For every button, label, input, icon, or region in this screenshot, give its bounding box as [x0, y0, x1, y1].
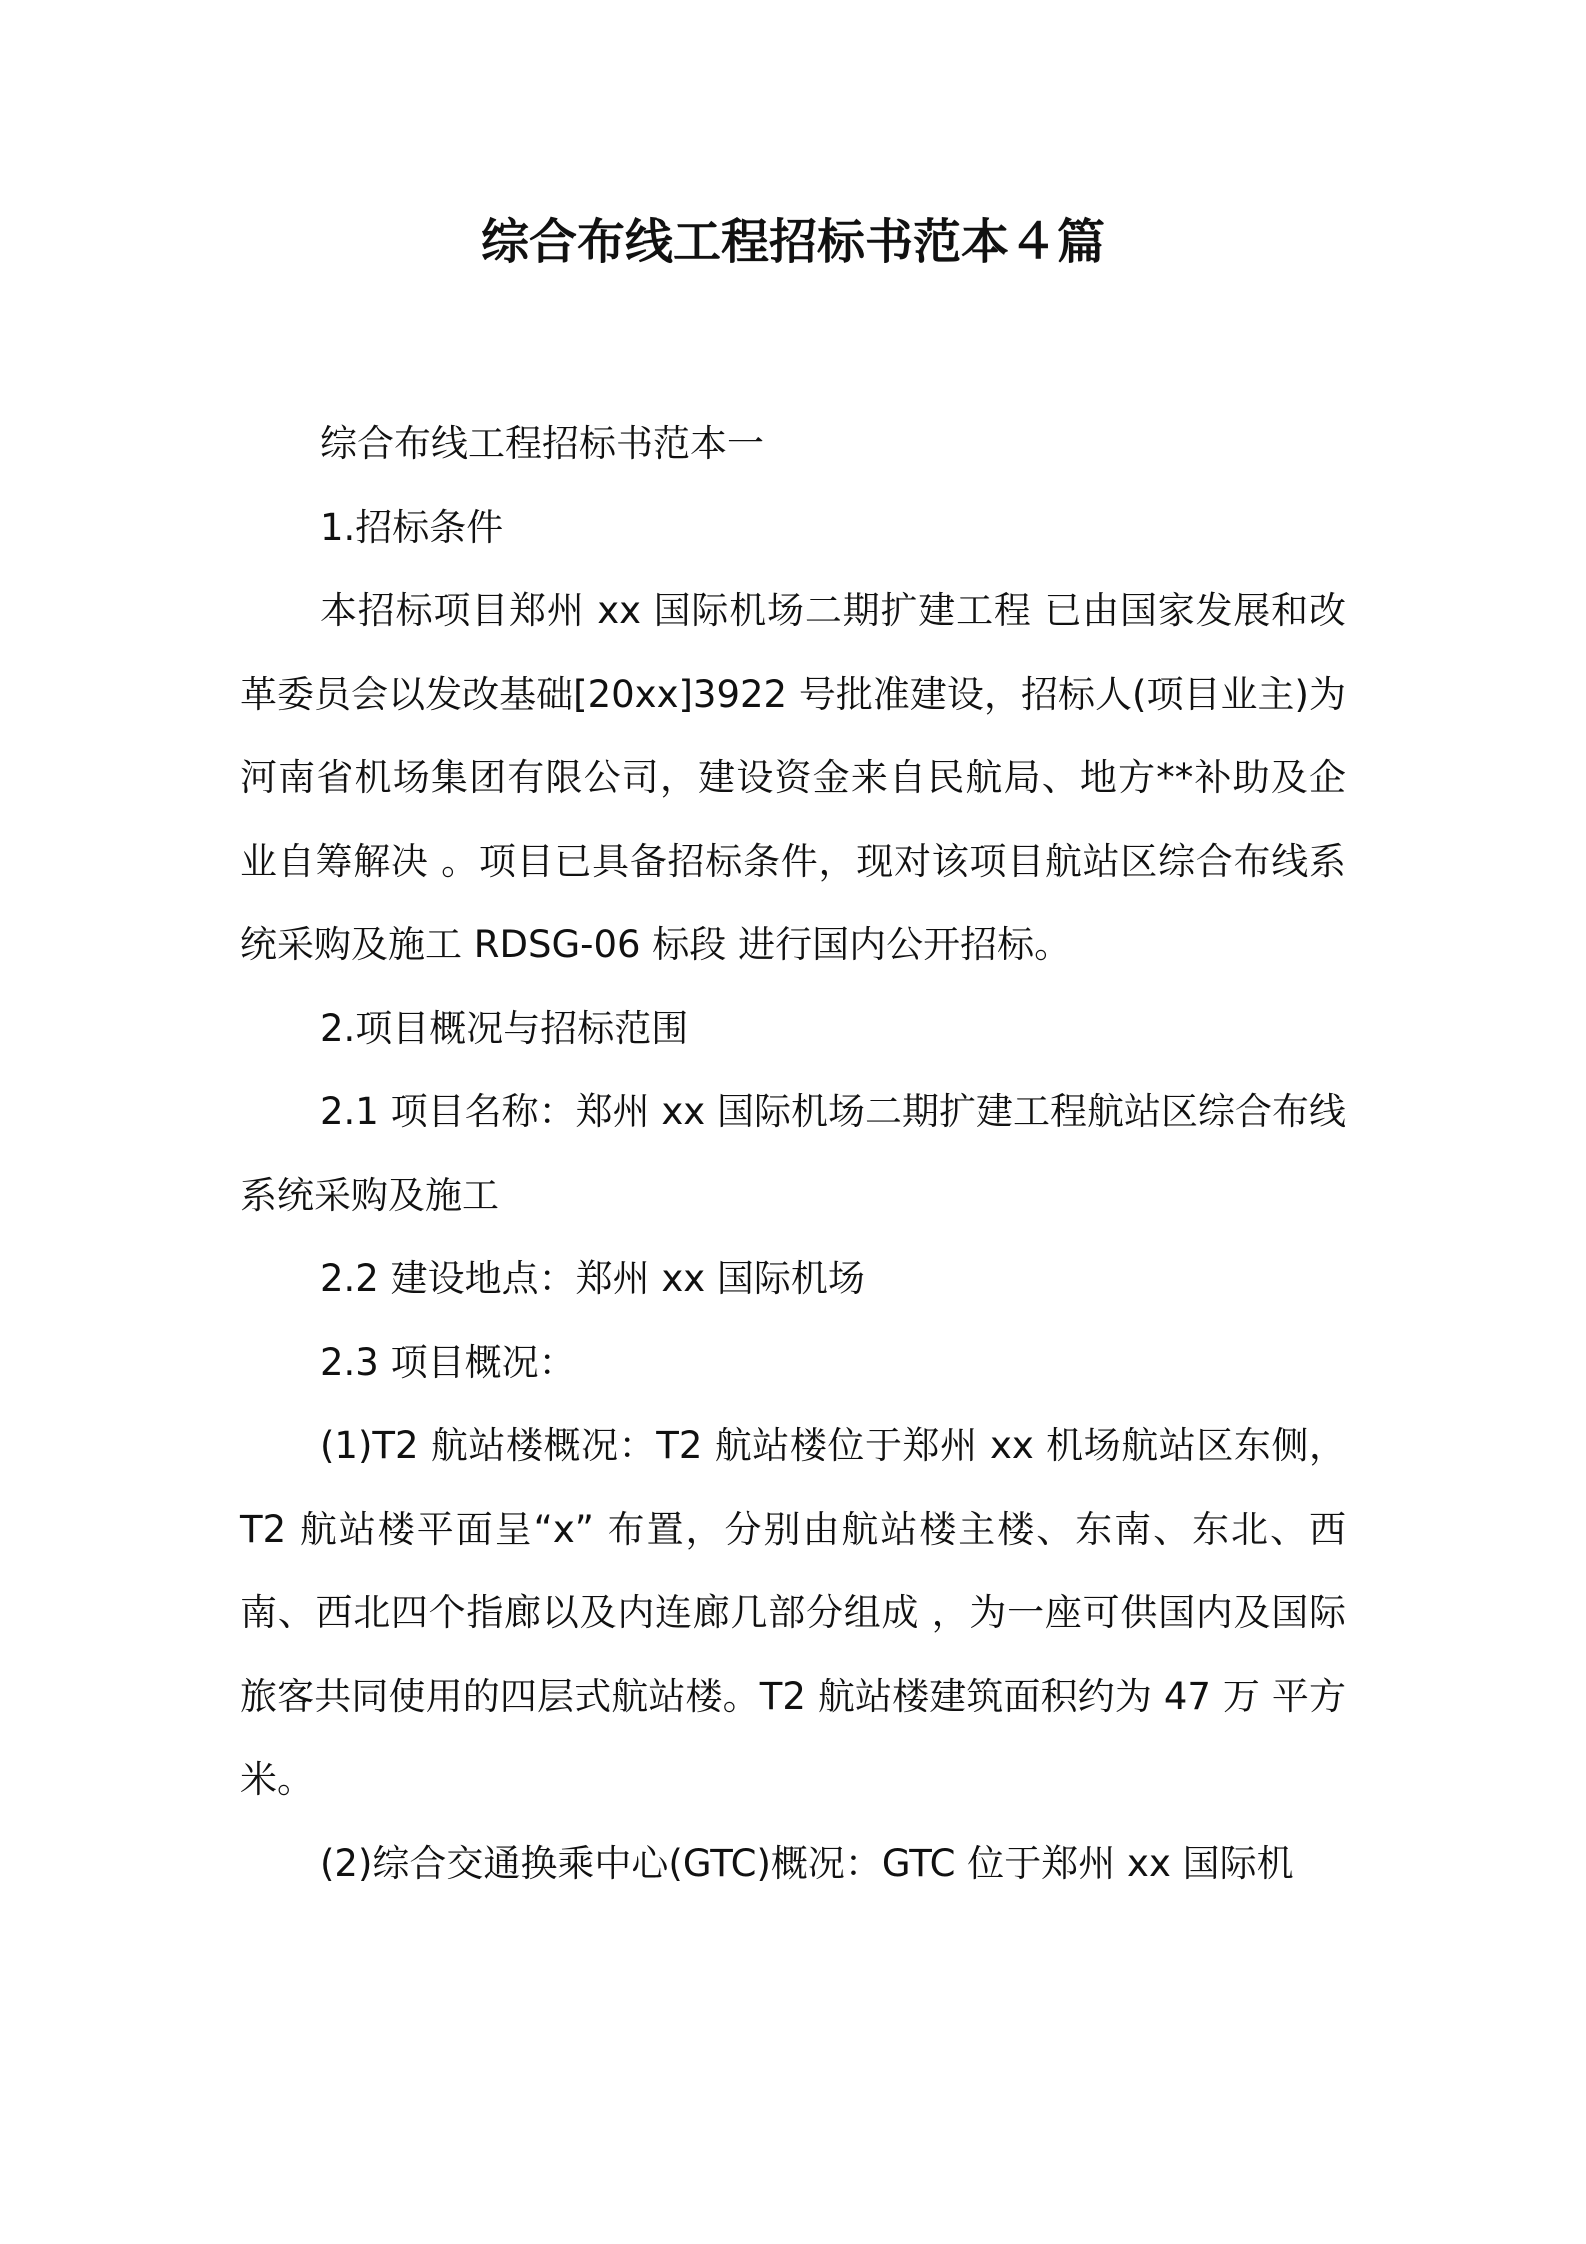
- section-heading: 综合布线工程招标书范本一: [320, 422, 764, 465]
- body-paragraph: (1)T2 航站楼概况：T2 航站楼位于郑州 xx 机场航站区东侧，T2 航站楼平面呈“x” 布置，分别由航站楼主楼、东南、东北、西南、西北四个指廊以及内连廊几部分组成 ，为一座可供国内及国际旅客共同使用的四层式航站楼。T2 航站楼建筑面积约为 47 万 平方米。: [240, 1424, 1346, 1801]
- body-paragraph: 本招标项目郑州 xx 国际机场二期扩建工程 已由国家发展和改革委员会以发改基础[20xx]3922 号批准建设，招标人(项目业主)为河南省机场集团有限公司，建设资金来自民航局、地方**补助及企业自筹解决 。项目已具备招标条件，现对该项目航站区综合布线系统采购及施工 RDSG-06 标段 进行国内公开招标。: [240, 589, 1346, 966]
- subsection-heading: 2.项目概况与招标范围: [320, 1006, 689, 1050]
- subsection-heading: 1.招标条件: [320, 505, 504, 549]
- body-paragraph: 2.1 项目名称：郑州 xx 国际机场二期扩建工程航站区综合布线系统采购及施工: [240, 1090, 1346, 1217]
- document-title: 综合布线工程招标书范本４篇: [480, 214, 1105, 270]
- body-paragraph: (2)综合交通换乘中心(GTC)概况：GTC 位于郑州 xx 国际机: [320, 1841, 1294, 1885]
- document-body: [240, 402, 1346, 1905]
- body-paragraph: 2.3 项目概况：: [320, 1340, 576, 1384]
- body-paragraph: 2.2 建设地点：郑州 xx 国际机场: [320, 1257, 865, 1300]
